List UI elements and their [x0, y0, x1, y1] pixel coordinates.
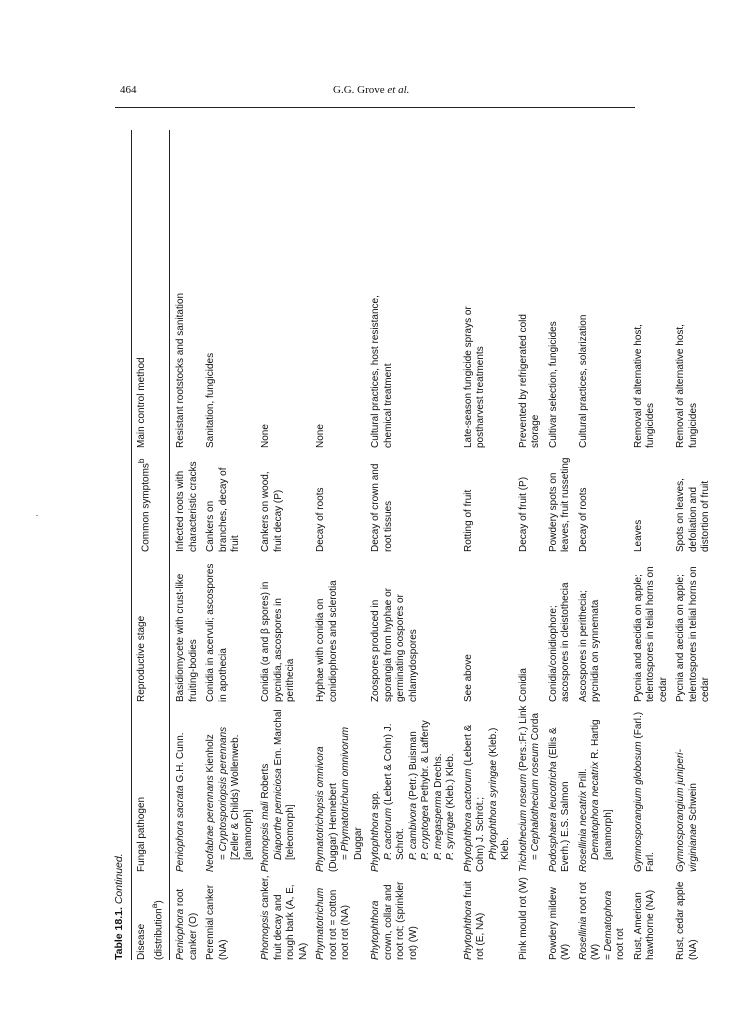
cell-reproductive-stage: Ascospores in perithecia; pycnidia on synnemata	[577, 590, 602, 702]
table-row	[513, 130, 543, 960]
table-body	[170, 130, 713, 960]
cell-symptoms: Cankers on wood, fruit decay (P)	[260, 471, 284, 552]
header-stage: Reproductive stage	[136, 615, 147, 702]
rotated-table-container	[113, 130, 712, 960]
disease-line	[205, 875, 230, 960]
disease-part: Rust, American hawthorne (NA)	[632, 889, 657, 960]
disease-line	[315, 875, 353, 960]
pathogen-part: Trichothecium roseum	[517, 773, 529, 872]
pathogen-line	[590, 705, 615, 872]
pathogen-line	[445, 705, 458, 872]
disease-part: Pink mould rot (W)	[517, 877, 529, 960]
cell-symptoms: Decay of roots	[577, 487, 589, 552]
pathogen-part: Phytophthora	[370, 812, 382, 872]
pathogen-line	[420, 705, 433, 872]
pathogen-line	[675, 705, 700, 872]
table-row	[310, 130, 365, 960]
pathogen-part: Drechs.	[432, 753, 444, 791]
cell-reproductive-stage: Pycnia and aecidia on apple; telentospores in telial horns on cedar	[675, 566, 712, 702]
cell-disease	[458, 872, 513, 960]
disease-part: fruit rot (E, NA)	[462, 881, 487, 960]
pathogen-part: P. megasperma	[432, 790, 444, 860]
pathogen-part: (Farl.) Farl.	[632, 711, 657, 872]
table-row	[670, 130, 713, 960]
cell-symptoms: Decay of roots	[315, 487, 327, 552]
table-row	[628, 130, 671, 960]
cell-control-method: Cultural practices, solarization	[577, 314, 589, 448]
pathogen-line	[433, 705, 446, 872]
pathogen-part: Phymatotrichopsis omnivora	[315, 746, 327, 872]
header-disease	[132, 872, 169, 960]
pathogen-part: Neofabrae perennans	[205, 775, 217, 872]
cell-symptoms: Rotting of fruit	[462, 489, 474, 552]
disease-synonym-line	[603, 875, 628, 960]
pathogen-part: P. syringae	[445, 811, 457, 860]
cell-disease	[513, 872, 543, 960]
cell-pathogen	[170, 702, 200, 872]
pathogen-part: (Lebert & Cohn) J. Schröt.;	[462, 724, 487, 872]
pathogen-part: P. cactorum	[382, 807, 394, 860]
pathogen-part: Rosellinia necatrix	[577, 790, 589, 872]
cell-pathogen	[628, 702, 671, 872]
pathogen-line	[578, 705, 591, 872]
cell-control-method: Removal of alternative host, fungicides	[675, 324, 699, 448]
disease-synonym-part: Dematophora	[602, 890, 614, 952]
cell-control-method: Late-season fungicide sprays or postharvest treatments	[462, 306, 487, 448]
pathogen-part: (Petr.) Buisman	[407, 731, 419, 803]
pathogen-part: Kienholz	[205, 734, 217, 776]
pathogen-line	[273, 705, 298, 872]
pathogen-part: R. Hartig [anamorph]	[590, 719, 614, 860]
pathogen-part: [Zeller & Childs) Wollenweb. [anamorph]	[230, 734, 254, 860]
disease-line	[548, 875, 573, 960]
disease-part: Phomopsis	[260, 910, 272, 960]
disease-part: root rot (W)	[577, 882, 602, 960]
disease-line	[175, 875, 200, 960]
pathogen-part: =	[340, 851, 352, 860]
pathogen-part: Pethybr. & Lafferty	[420, 720, 432, 806]
pathogen-part: (Kleb.) Kleb.	[487, 727, 512, 860]
pathogen-part: Diaporthe perniciosa	[272, 768, 284, 860]
pathogen-part: Cephalothecium roseum	[530, 742, 542, 852]
table-row	[170, 130, 200, 960]
pathogen-part: (Duggar) Hennebert	[327, 783, 339, 872]
pathogen-part: (Kleb.) Kleb.	[445, 753, 457, 812]
disease-table	[131, 130, 713, 960]
cell-pathogen	[543, 702, 573, 872]
pathogen-part: =	[530, 851, 542, 860]
pathogen-line	[518, 705, 531, 872]
pathogen-part: Peniophora sacrata	[175, 785, 187, 872]
cell-disease	[365, 872, 458, 960]
pathogen-line	[370, 705, 383, 872]
cell-control-method: Sanitation, fungicides	[205, 352, 217, 448]
cell-symptoms: Decay of fruit (P)	[517, 476, 529, 552]
pathogen-line	[260, 705, 273, 872]
pathogen-part: (Pers.:Fr.) Link	[517, 705, 529, 774]
cell-symptoms: Powdery spots on leaves, fruit russeting	[547, 457, 572, 552]
caption-continued: Continued.	[113, 853, 125, 905]
disease-line	[260, 875, 310, 960]
disease-synonym-part: =	[602, 951, 614, 960]
running-head-etal: et al.	[387, 84, 410, 96]
pathogen-part: Gymnosporangium globosum	[632, 741, 644, 872]
cell-reproductive-stage: Basidiomycete with crust-like fruiting-bodies	[175, 573, 199, 702]
cell-pathogen	[255, 702, 310, 872]
cell-control-method: Prevented by refrigerated cold storage	[517, 314, 542, 448]
pathogen-part: =	[217, 851, 229, 860]
header-symptoms	[132, 452, 169, 552]
pathogen-part: Em. Marchal [teleomorph]	[272, 709, 297, 860]
pathogen-part: Phytophthora syringae	[487, 759, 499, 860]
cell-disease	[628, 872, 671, 960]
disease-line	[675, 875, 700, 960]
running-head	[333, 84, 409, 96]
disease-part: Peniophora	[175, 908, 187, 960]
table-caption	[113, 130, 126, 960]
disease-part: root rot = cotton root rot (NA)	[327, 889, 352, 960]
disease-part: Phymatotrichum	[315, 887, 327, 960]
cell-symptoms: Infected roots with characteristic cracks	[175, 461, 199, 552]
pathogen-part: P. cambivora	[407, 802, 419, 860]
cell-pathogen	[310, 702, 365, 872]
pathogen-line	[340, 705, 365, 872]
pathogen-part: Schwein	[687, 783, 699, 824]
header-symptoms-text: Common symptoms	[140, 463, 152, 552]
pathogen-line	[383, 705, 408, 872]
header-disease-sup: a	[148, 903, 159, 909]
disease-part: crown, collar and root rot; (sprinkler rot) (W)	[382, 881, 419, 960]
header-rule	[115, 107, 635, 108]
disease-part: Phytophthora	[370, 900, 382, 960]
cell-reproductive-stage: Hyphae with conidia on conidiophores and sclerotia	[315, 580, 339, 702]
table-row	[573, 130, 628, 960]
pathogen-part: Podosphaera leucotricha	[547, 761, 559, 872]
pathogen-part: Phytophthora cactorum	[462, 768, 474, 872]
cell-pathogen	[573, 702, 628, 872]
disease-part: Phytophthora	[462, 900, 474, 960]
table-row	[255, 130, 310, 960]
pathogen-line	[218, 705, 256, 872]
pathogen-part: Corda	[530, 712, 542, 743]
cell-control-method: None	[260, 424, 272, 448]
header-disease-close: )	[152, 900, 164, 904]
header-disease-text: Disease (distribution	[136, 908, 164, 960]
cell-pathogen	[513, 702, 543, 872]
cell-control-method: Cultivar selection, fungicides	[547, 321, 559, 448]
cell-control-method: None	[315, 424, 327, 448]
pathogen-part: Duggar	[352, 827, 364, 860]
disease-part: root canker (O)	[175, 888, 199, 960]
cell-disease	[310, 872, 365, 960]
cell-disease	[200, 872, 255, 960]
table-row	[543, 130, 573, 960]
disease-line	[370, 875, 420, 960]
page-number: 464	[120, 84, 137, 96]
page-header	[0, 0, 756, 120]
cell-disease	[543, 872, 573, 960]
cell-reproductive-stage: See above	[462, 654, 474, 702]
pathogen-line	[530, 705, 543, 872]
table-row	[200, 130, 255, 960]
pathogen-line	[488, 705, 513, 872]
pathogen-part: G.H. Cunn.	[175, 732, 187, 786]
pathogen-line	[408, 705, 421, 872]
disease-part: canker, fruit decay and rough bark (A, E, NA)	[260, 875, 309, 960]
disease-line	[518, 875, 531, 960]
running-head-author: G.G. Grove	[333, 84, 385, 96]
disease-part: Rosellinia	[577, 916, 589, 960]
cell-control-method: Cultural practices, host resistance, chemical treatment	[370, 295, 394, 448]
table-row	[365, 130, 458, 960]
disease-part: Rust, cedar apple (NA)	[675, 881, 699, 960]
pathogen-line	[175, 705, 188, 872]
pathogen-line	[463, 705, 488, 872]
cell-control-method: Resistant rootstocks and sanitation	[175, 292, 187, 448]
disease-line	[463, 875, 488, 960]
table-header-row	[132, 130, 169, 960]
disease-part: Perennial canker (NA)	[205, 884, 229, 960]
cell-symptoms: Spots on leaves, defoliation and distortion of fruit	[675, 478, 712, 552]
cell-symptoms: Cankers on branches, decay of fruit	[205, 467, 242, 552]
caption-label: Table 18.1.	[113, 907, 125, 960]
pathogen-part: Phomopsis mali	[260, 801, 272, 872]
margin-mark	[36, 515, 38, 516]
header-pathogen: Fungal pathogen	[136, 796, 147, 872]
disease-line	[633, 875, 658, 960]
cell-symptoms: Decay of crown and root tissues	[370, 463, 394, 552]
cell-pathogen	[365, 702, 458, 872]
cell-control-method: Removal of alternative host, fungicides	[632, 324, 657, 448]
cell-reproductive-stage: Conidia	[517, 668, 529, 702]
pathogen-part: Cryptosporiopsis perennans	[217, 726, 229, 852]
cell-disease	[255, 872, 310, 960]
disease-line	[578, 875, 603, 960]
cell-reproductive-stage: Pycnia and aecidia on apple; telentospores in telial horns on cedar	[632, 566, 669, 702]
header-symptoms-sup: b	[136, 458, 146, 464]
pathogen-part: (Ellis & Everh.) E.S. Salmon	[547, 727, 572, 872]
pathogen-part: Phymatotrichum omnivorum	[340, 726, 352, 852]
pathogen-part: (Lebert & Cohn) J. Schröt.	[382, 723, 407, 860]
pathogen-part: P. cryptogea	[420, 805, 432, 860]
pathogen-line	[633, 705, 658, 872]
cell-reproductive-stage: Zoospores produced in sporangia from hyphae or germinating oospores or chlamydospores	[370, 588, 419, 702]
pathogen-part: spp.	[370, 790, 382, 813]
cell-symptoms: Leaves	[632, 519, 644, 552]
disease-synonym-part: root rot	[615, 928, 627, 960]
pathogen-part: Gymnosporangium juniperi-virginianae	[675, 749, 699, 872]
cell-disease	[670, 872, 713, 960]
pathogen-part: Dematophora necatrix	[590, 761, 602, 860]
cell-disease	[170, 872, 200, 960]
cell-pathogen	[200, 702, 255, 872]
cell-reproductive-stage: Conidia/conidiophore; ascospores in cleistothecia	[547, 582, 572, 702]
disease-part: Powdery mildew (W)	[547, 887, 572, 960]
cell-pathogen	[670, 702, 713, 872]
pathogen-line	[548, 705, 573, 872]
cell-reproductive-stage: Conidia in acervuli; ascospores in apothecia	[205, 563, 229, 702]
pathogen-line	[315, 705, 340, 872]
cell-pathogen	[458, 702, 513, 872]
pathogen-line	[205, 705, 218, 872]
cell-disease	[573, 872, 628, 960]
cell-reproductive-stage: Conidia (α and β spores) in pycnidia, ascospores in perithecia	[260, 581, 297, 702]
header-control: Main control method	[136, 357, 147, 448]
pathogen-part: Prill.	[577, 768, 589, 791]
table-row	[458, 130, 513, 960]
pathogen-part: Roberts	[260, 763, 272, 802]
